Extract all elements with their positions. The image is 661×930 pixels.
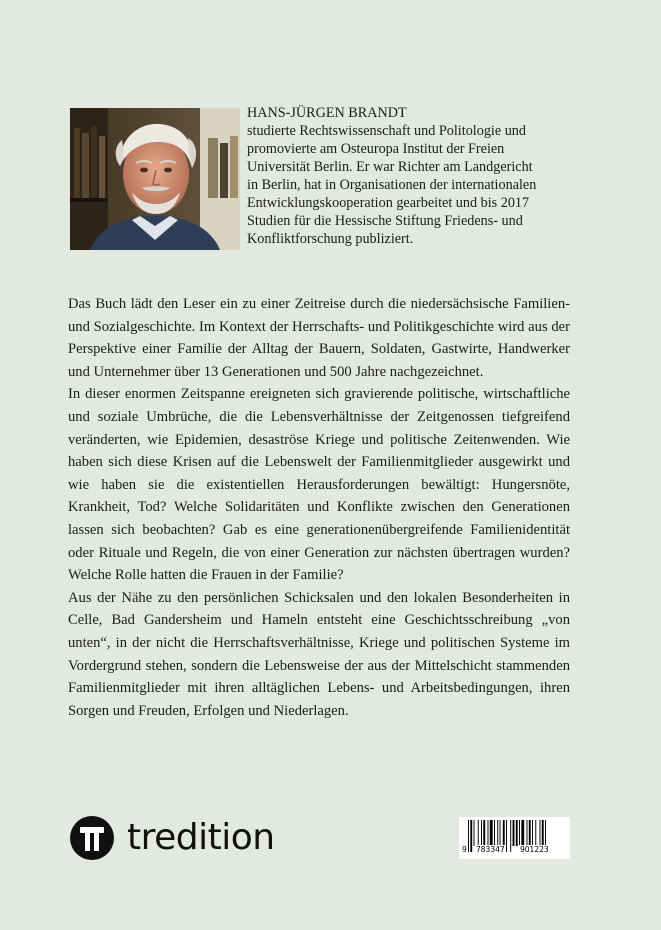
barcode-bar [527, 820, 528, 846]
barcode-bar [497, 820, 498, 846]
barcode-bar [488, 820, 489, 846]
barcode-digit-group-1: 783347 [476, 845, 505, 854]
barcode-bar [516, 820, 518, 846]
author-bio [247, 104, 587, 248]
author-bio-line: Entwicklungskooperation gearbeitet und bis 2017 [247, 195, 530, 211]
barcode-bar [535, 820, 536, 846]
blurb-paragraph: Das Buch lädt den Leser ein zu einer Zeitreise durch die niedersächsische Familien- und Sozialgeschichte. Im Kontext der Herrschafts- und Politikgeschichte wird aus der Perspektive einer Familie der Alltag der Bauern, Soldaten, Gastwirte, Handwerker und Unternehmer über 13 Generationen und 500 Jahre nachgezeichnet. [68, 296, 570, 380]
barcode-bar [529, 820, 531, 846]
author-bio-line: studierte Rechtswissenschaft und Politologie und [247, 123, 526, 139]
publisher-name: tredition [127, 817, 275, 858]
barcode-bar [481, 820, 482, 846]
author-name: HANS-JÜRGEN BRANDT [247, 105, 407, 121]
author-bio-line: Universität Berlin. Er war Richter am Landgericht [247, 159, 533, 175]
book-blurb [68, 293, 570, 722]
barcode-bar [478, 820, 479, 846]
barcode-digit-lead: 9 [462, 845, 467, 854]
barcode-bar [532, 820, 533, 846]
barcode-bar [513, 820, 515, 846]
author-bio-line: in Berlin, hat in Organisationen der internationalen [247, 177, 537, 193]
publisher-logo [70, 815, 275, 861]
barcode-bar [519, 820, 520, 846]
barcode-bar [474, 820, 475, 846]
blurb-paragraph: In dieser enormen Zeitspanne ereigneten sich gravierende politische, wirtschaftliche und soziale Umbrüche, die die Lebensverhältnisse der Zeitgenossen tiefgreifend veränderten, wie Epidemien, desaströse Kriege und politische Zeitenwenden. Wie haben sich diese Krisen auf die Lebenswelt der Familienmitglieder ausgewirkt und wie haben sie die existentiellen Herausforderungen bewältigt: Hungersnöte, Krankheit, Tod? Welche Solidaritäten und Konflikte zwischen den Generationen lassen sich beobachten? Gab es eine generationenübergreifende Familienidentität oder Rituale und Regeln, die von einer Generation zur nächsten übertragen wurden? Welche Rolle hatten die Frauen in der Familie? [68, 386, 570, 584]
barcode-bar [494, 820, 495, 846]
author-bio-line: promovierte am Osteuropa Institut der Freien [247, 141, 505, 157]
barcode-bar [540, 820, 541, 846]
author-portrait [70, 108, 240, 250]
author-bio-line: Konfliktforschung publiziert. [247, 231, 414, 247]
barcode-bar [503, 820, 505, 846]
barcode-digit-group-2: 901223 [520, 845, 549, 854]
barcode-bar [490, 820, 493, 846]
isbn-barcode [459, 817, 570, 859]
barcode-bar [483, 820, 485, 846]
tredition-logo-icon [70, 816, 114, 860]
author-bio-line: Studien für die Hessische Stiftung Friedens- und [247, 213, 523, 229]
blurb-paragraph: Aus der Nähe zu den persönlichen Schicksalen und den lokalen Besonderheiten in Celle, Bad Gandersheim und Hameln entsteht eine Geschichtsschreibung „von unten“, in der nicht die Herrschaftsverhältnisse, Kriege und politischen Systeme im Vordergrund stehen, sondern die Lebensweise der aus der Mittelschicht stammenden Familienmitglieder mit ihren alltäglichen Lebens- und Arbeitsbedingungen, ihren Sorgen und Freuden, Erfolgen und Niederlagen. [68, 589, 570, 719]
barcode-bar [521, 820, 524, 846]
barcode-bar [500, 820, 501, 846]
